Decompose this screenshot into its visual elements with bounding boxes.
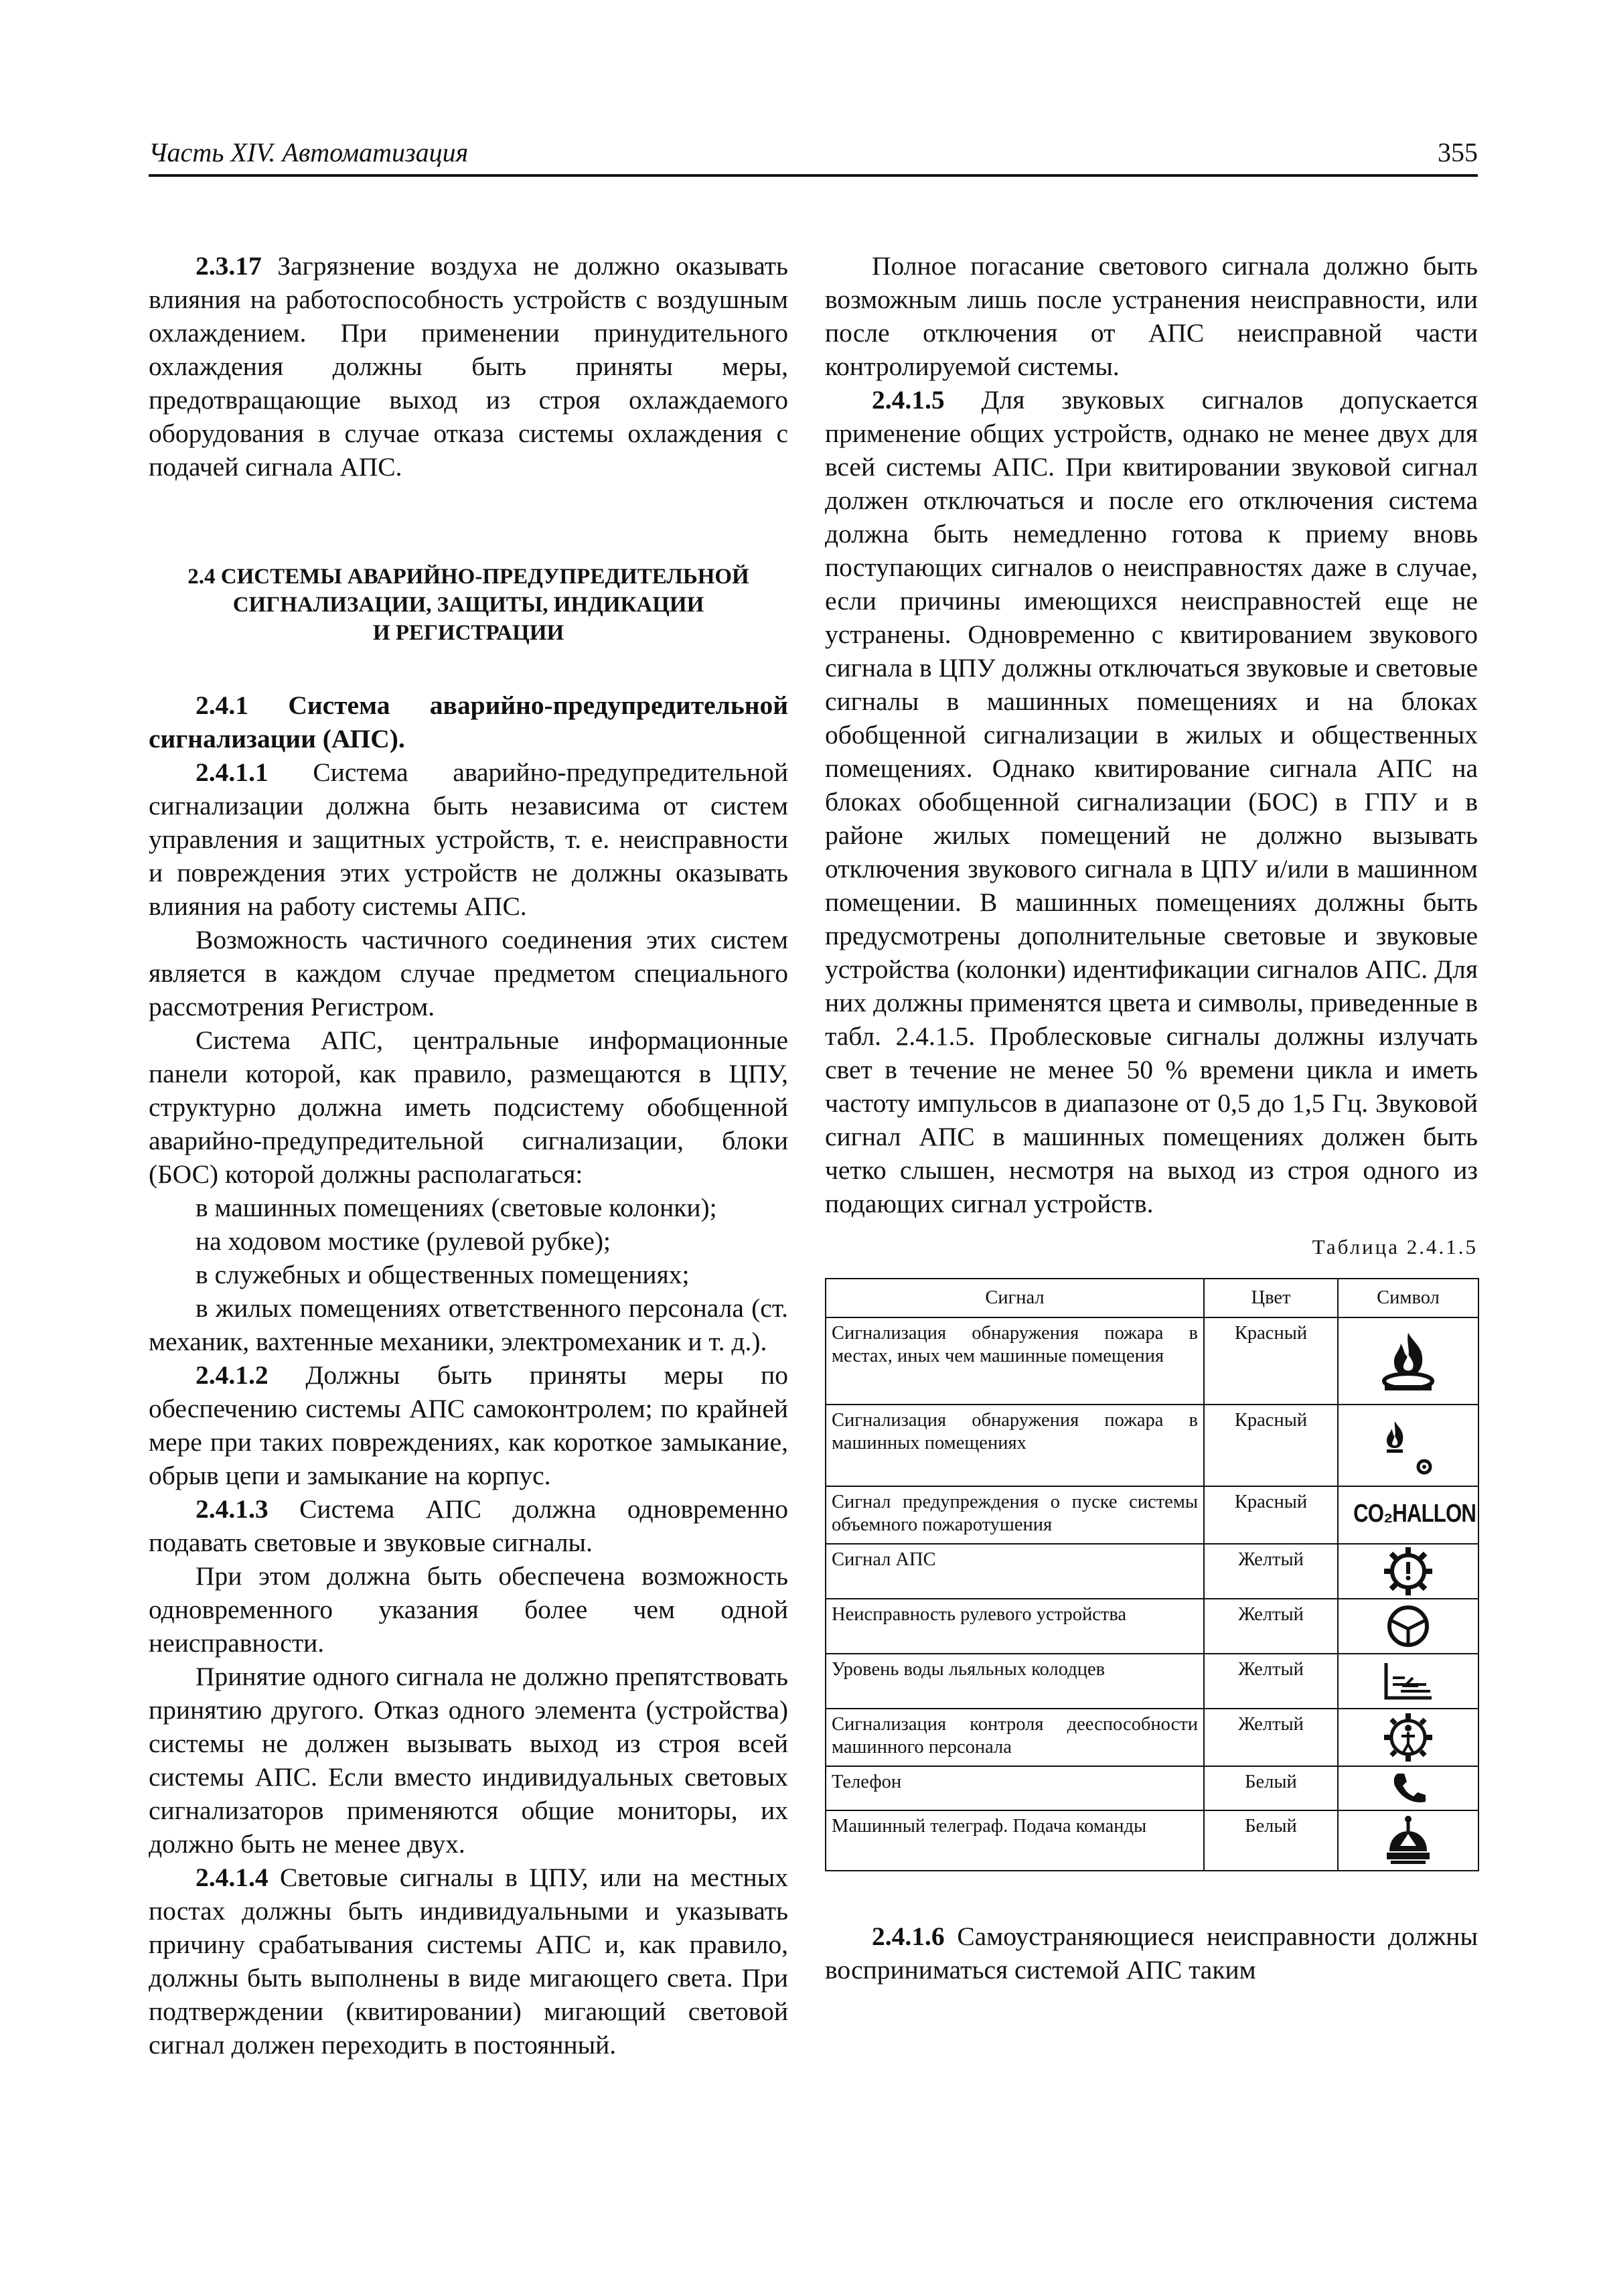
color-cell: Желтый xyxy=(1204,1544,1338,1599)
page-header xyxy=(149,131,1478,177)
clause-number: 2.4.1.4 xyxy=(196,1863,269,1892)
list-item: в жилых помещениях ответственного персонала (ст. механик, вахтенные механики, электромеханик и т. д.). xyxy=(149,1293,788,1356)
page-number: 355 xyxy=(1438,137,1478,167)
table-row xyxy=(826,1405,1478,1486)
symbol-cell xyxy=(1338,1766,1478,1810)
color-cell: Желтый xyxy=(1204,1599,1338,1654)
paragraph-text: Загрязнение воздуха не должно оказывать влияния на работоспособность устройств с воздушным охлаждением. При применении принудительного охлаждения должны быть приняты меры, предотвращающие выход из строя охлаждаемого оборудования в случае отказа системы охлаждения с подачей сигнала АПС. xyxy=(149,251,788,482)
table-row xyxy=(826,1317,1478,1405)
paragraph-simultaneous: При этом должна быть обеспечена возможность одновременного указания более чем одной неисправности. xyxy=(149,1561,788,1658)
left-column xyxy=(149,249,788,2062)
paragraph-2-4-1-6 xyxy=(825,1920,1478,1987)
co2-halon-icon: CO₂HALLON xyxy=(1353,1500,1476,1528)
paragraph-2-4-1-2 xyxy=(149,1358,788,1492)
header-symbol: Символ xyxy=(1338,1279,1478,1317)
symbol-cell xyxy=(1338,1599,1478,1654)
table-caption: Таблица 2.4.1.5 xyxy=(1312,1235,1478,1259)
table-row xyxy=(826,1709,1478,1766)
header-signal: Сигнал xyxy=(826,1279,1204,1317)
paragraph-2-4-1-4 xyxy=(149,1861,788,2062)
symbol-cell xyxy=(1338,1405,1478,1486)
paragraph-system-aps: Система АПС, центральные информационные панели которой, как правило, размещаются в ЦПУ, структурно должна иметь подсистему обобщенной аварийно-предупредительной сигнализации, блоки (БОС) которой должны располагаться: xyxy=(149,1025,788,1189)
paragraph-acceptance: Принятие одного сигнала не должно препятствовать принятию другого. Отказ одного элемента (устройства) системы не должен вызывать выход из строя всей системы АПС. Если вместо индивидуальных световых сигнализаторов применяются общие мониторы, их должно быть не менее двух. xyxy=(149,1662,788,1859)
clause-number: 2.4.1.2 xyxy=(196,1360,269,1390)
color-cell: Желтый xyxy=(1204,1709,1338,1766)
symbol-cell xyxy=(1338,1709,1478,1766)
signal-cell: Машинный телеграф. Подача команды xyxy=(826,1810,1204,1871)
symbol-cell xyxy=(1338,1654,1478,1709)
signal-cell: Телефон xyxy=(826,1766,1204,1810)
signal-cell: Сигнал АПС xyxy=(826,1544,1204,1599)
person-gear-icon xyxy=(1381,1712,1435,1763)
section-title-line: 2.4 СИСТЕМЫ АВАРИЙНО-ПРЕДУПРЕДИТЕЛЬНОЙ xyxy=(187,565,749,589)
bilge-level-icon xyxy=(1378,1658,1438,1705)
paragraph-text: Система аварийно-предупредительной сигнализации должна быть независима от систем управления и защитных устройств, т. е. неисправности и повреждения этих устройств не должны оказывать влияния на работу системы АПС. xyxy=(149,758,788,921)
paragraph-text: Для звуковых сигналов допускается применение общих устройств, однако не менее двух для всей системы АПС. При квитировании звуковой сигнал должен отключаться и после его отключения система должна быть немедленно готова к приему вновь поступающих сигналов о неисправностях даже в случае, если причины имеющихся неисправностей еще не устранены. Одновременно с квитированием звукового сигнала в ЦПУ должны отключаться звуковые и световые сигналы в машинных помещениях и на блоках обобщенной сигнализации в жилых и общественных помещениях. Однако квитирование сигнала АПС на блоках обобщенной сигнализации (БОС) в ГПУ и в районе жилых помещений не должно вызывать отключения звукового сигнала в ЦПУ и/или в машинном помещении. В машинных помещениях должны быть предусмотрены дополнительные световые и звуковые устройства (колонки) идентификации сигналов АПС. Для них должны применятся цвета и символы, приведенные в табл. 2.4.1.5. Проблесковые сигналы должны излучать свет в течение не менее 50 % времени цикла и иметь частоту импульсов в диапазоне от 0,5 до 1,5 Гц. Звуковой сигнал АПС в машинных помещениях должен быть четко слышен, несмотря на выход из строя одного из подающих сигнал устройств. xyxy=(825,385,1478,1218)
section-title-line: И РЕГИСТРАЦИИ xyxy=(372,621,564,645)
paragraph-text: Световые сигналы в ЦПУ, или на местных постах должны быть индивидуальными и указывать причину срабатывания системы АПС и, как правило, должны быть выполнены в виде мигающего света. При подтверждении (квитировании) мигающий световой сигнал должен переходить в постоянный. xyxy=(149,1863,788,2060)
paragraph-2-3-17 xyxy=(149,249,788,484)
symbol-cell xyxy=(1338,1486,1478,1544)
list-item: на ходовом мостике (рулевой рубке); xyxy=(196,1226,611,1256)
signals-table xyxy=(825,1278,1479,1871)
fire-small-icon xyxy=(1368,1412,1448,1479)
steering-wheel-icon xyxy=(1381,1602,1435,1650)
header-color: Цвет xyxy=(1204,1279,1338,1317)
color-cell: Красный xyxy=(1204,1486,1338,1544)
color-cell: Белый xyxy=(1204,1766,1338,1810)
telegraph-icon xyxy=(1381,1814,1435,1867)
signal-cell: Сигнализация обнаружения пожара в машинных помещениях xyxy=(826,1405,1204,1486)
color-cell: Желтый xyxy=(1204,1654,1338,1709)
signal-cell: Сигнализация обнаружения пожара в местах, иных чем машинные помещения xyxy=(826,1317,1204,1405)
right-column xyxy=(825,249,1478,1987)
symbol-cell xyxy=(1338,1810,1478,1871)
table-row xyxy=(826,1599,1478,1654)
running-title: Часть XIV. Автоматизация xyxy=(149,137,469,167)
symbol-cell xyxy=(1338,1317,1478,1405)
clause-number: 2.4.1.1 xyxy=(196,758,269,787)
clause-number: 2.4.1.3 xyxy=(196,1494,269,1524)
paragraph-2-4-1-1 xyxy=(149,756,788,923)
paragraph-possibility: Возможность частичного соединения этих систем является в каждом случае предметом специального рассмотрения Регистром. xyxy=(149,925,788,1021)
paragraph-full-off: Полное погасание светового сигнала должно быть возможным лишь после устранения неисправности, или после отключения от АПС неисправной части контролируемой системы. xyxy=(825,251,1478,381)
clause-number: 2.4.1.5 xyxy=(872,385,945,415)
signal-cell: Уровень воды льяльных колодцев xyxy=(826,1654,1204,1709)
table-row xyxy=(826,1486,1478,1544)
table-row xyxy=(826,1766,1478,1810)
table-row xyxy=(826,1544,1478,1599)
paragraph-2-4-1-3 xyxy=(149,1492,788,1559)
paragraph-text: Самоустраняющиеся неисправности должны восприниматься системой АПС таким xyxy=(825,1922,1478,1985)
fire-circle-icon xyxy=(1378,1328,1438,1394)
color-cell: Красный xyxy=(1204,1317,1338,1405)
subsection-heading-2-4-1 xyxy=(149,689,788,756)
paragraph-text: Система АПС должна одновременно подавать световые и звуковые сигналы. xyxy=(149,1494,788,1557)
symbol-cell xyxy=(1338,1544,1478,1599)
table-header-row xyxy=(826,1279,1478,1317)
table-row xyxy=(826,1654,1478,1709)
section-title-line: СИГНАЛИЗАЦИИ, ЗАЩИТЫ, ИНДИКАЦИИ xyxy=(232,593,704,617)
paragraph-text: Должны быть приняты меры по обеспечению системы АПС самоконтролем; по крайней мере при таких повреждениях, как короткое замыкание, обрыв цепи и замыкание на корпус. xyxy=(149,1360,788,1490)
color-cell: Красный xyxy=(1204,1405,1338,1486)
signal-cell: Сигнал предупреждения о пуске системы объемного пожаротушения xyxy=(826,1486,1204,1544)
subsection-heading-text: 2.4.1 Система аварийно-предупредительной сигнализации (АПС). xyxy=(149,691,788,754)
color-cell: Белый xyxy=(1204,1810,1338,1871)
section-title xyxy=(149,563,788,647)
paragraph-2-4-1-5 xyxy=(825,383,1478,1220)
clause-number: 2.4.1.6 xyxy=(872,1922,945,1951)
telephone-icon xyxy=(1388,1770,1428,1807)
table-row xyxy=(826,1810,1478,1871)
list-item: в служебных и общественных помещениях; xyxy=(196,1260,690,1289)
signal-cell: Сигнализация контроля дееспособности машинного персонала xyxy=(826,1709,1204,1766)
signal-cell: Неисправность рулевого устройства xyxy=(826,1599,1204,1654)
gear-alarm-icon xyxy=(1381,1546,1435,1597)
clause-number: 2.3.17 xyxy=(196,251,262,281)
list-item: в машинных помещениях (световые колонки); xyxy=(196,1193,717,1222)
